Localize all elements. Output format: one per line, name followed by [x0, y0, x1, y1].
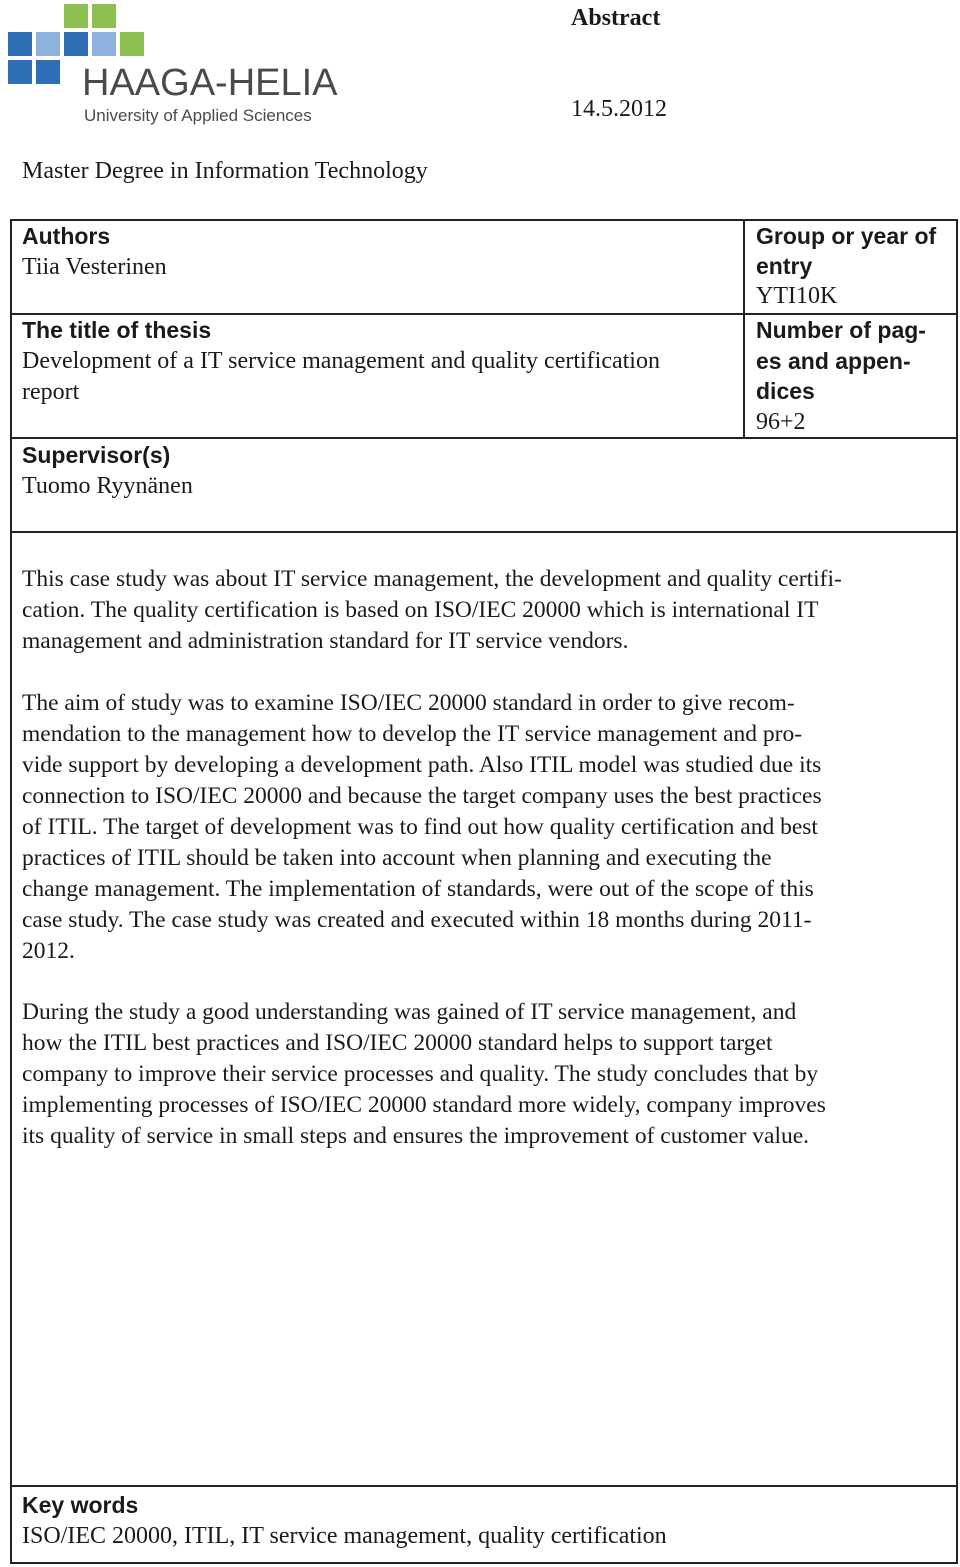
authors-label: Authors	[22, 223, 111, 249]
authors-cell	[22, 221, 167, 283]
pages-label-line3: dices	[756, 378, 815, 404]
supervisor-value: Tuomo Ryynänen	[22, 473, 193, 499]
group-value: YTI10K	[756, 283, 838, 309]
pages-cell	[756, 315, 926, 437]
group-label-line1: Group or year of	[756, 223, 937, 249]
group-label-line2: entry	[756, 253, 813, 279]
pages-label-line1: Number of pag-	[756, 317, 926, 343]
authors-value: Tiia Vesterinen	[22, 254, 167, 280]
keywords-divider	[10, 1485, 958, 1487]
logo-subtitle: University of Applied Sciences	[84, 106, 312, 125]
haaga-helia-logo	[8, 4, 358, 128]
keywords-label: Key words	[22, 1492, 139, 1518]
title-divider	[10, 437, 958, 439]
abstract-paragraph-3: During the study a good understanding was gained of IT service management, and how the ITIL best practices and ISO/IEC 20000 standard helps to support target company to improve their service processes and quality. The study concludes that by implementing processes of ISO/IEC 20000 standard more widely, company improves its quality of service in small steps and ensures the improvement of customer value.	[22, 999, 826, 1149]
info-column-divider	[743, 219, 745, 439]
thesis-title-label: The title of thesis	[22, 317, 212, 343]
supervisor-label: Supervisor(s)	[22, 442, 171, 468]
document-date: 14.5.2012	[571, 96, 667, 122]
abstract-paragraph-2: The aim of study was to examine ISO/IEC 20000 standard in order to give recom- mendation to the management how to develop the IT service management and pro- vide support by developing a development path. Also ITIL model was studied due its connection to ISO/IEC 20000 and because the target company uses the best practices of ITIL. The target of development was to find out how quality certification and best practices of ITIL should be taken into account when planning and executing the change management. The implementation of standards, were out of the scope of this case study. The case study was created and executed within 18 months during 2011- 2012.	[22, 690, 822, 964]
document-type: Abstract	[571, 5, 661, 31]
header-block-divider	[10, 531, 958, 533]
group-cell	[756, 221, 936, 311]
keywords-value: ISO/IEC 20000, ITIL, IT service management, quality certification	[22, 1523, 667, 1549]
supervisor-cell	[22, 440, 193, 502]
pages-label-line2: es and appen-	[756, 347, 911, 374]
keywords-cell	[22, 1490, 667, 1552]
logo-name: HAAGA-HELIA	[82, 62, 338, 104]
degree-programme: Master Degree in Information Technology	[22, 158, 428, 184]
abstract-paragraph-1: This case study was about IT service management, the development and quality certifi- cation. The quality certification is based on ISO/IEC 20000 which is international IT management and administration standard for IT service vendors.	[22, 566, 842, 654]
thesis-title-value-line2: report	[22, 379, 80, 405]
thesis-title-cell	[22, 315, 660, 408]
pages-value: 96+2	[756, 408, 806, 435]
thesis-title-value-line1: Development of a IT service management and quality certification	[22, 348, 660, 374]
